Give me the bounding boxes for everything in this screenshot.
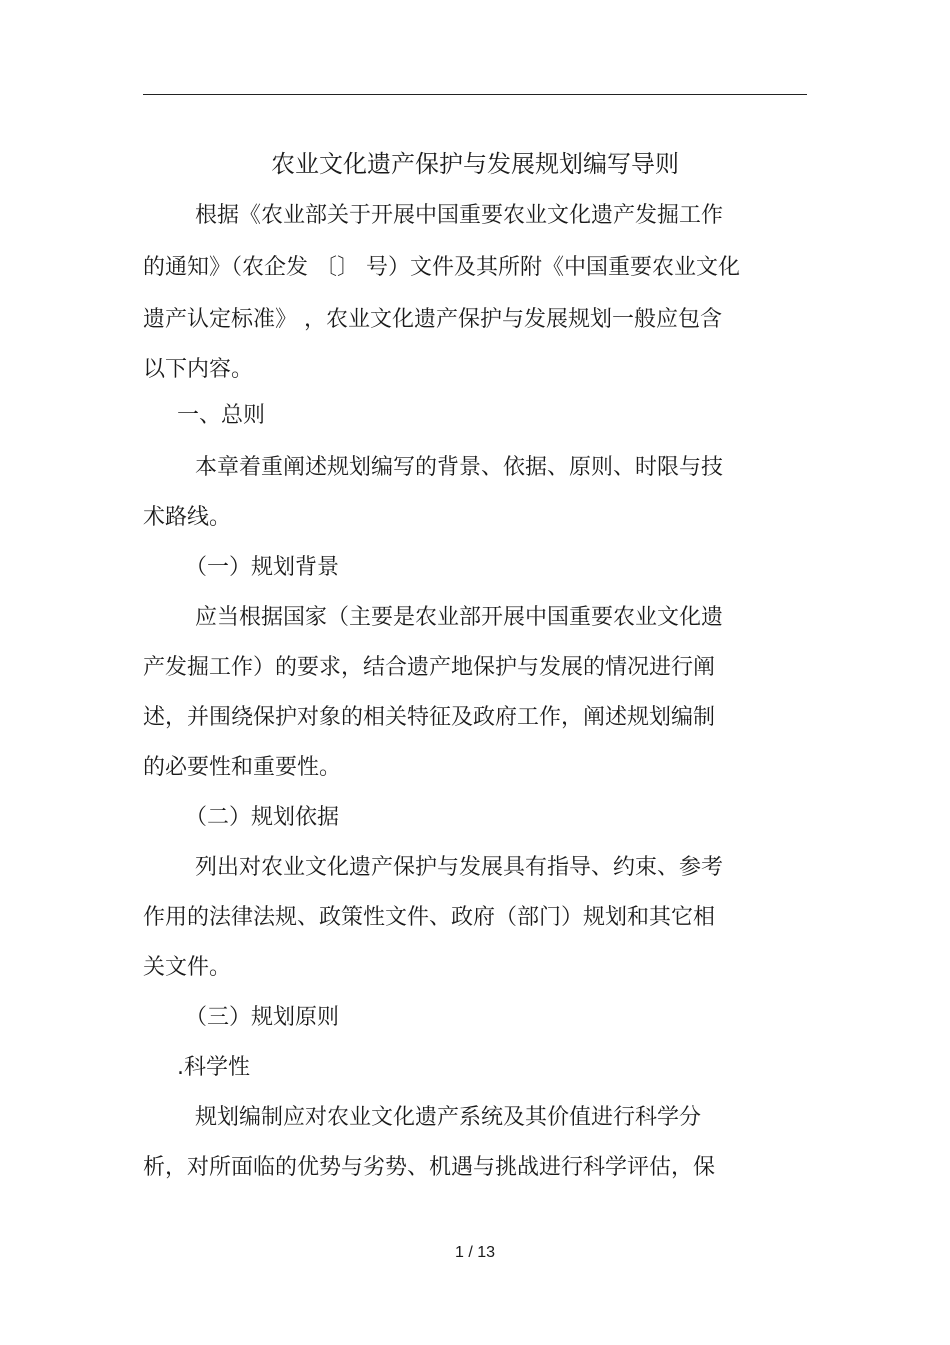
- text-line: 析，对所面临的优势与劣势、机遇与挑战进行科学评估，保: [143, 1155, 716, 1180]
- subsection-heading: （二）规划依据: [185, 805, 340, 830]
- text-line: 的必要性和重要性。: [143, 755, 342, 780]
- subsection-heading: （三）规划原则: [185, 1005, 340, 1030]
- text-line: 术路线。: [143, 505, 232, 530]
- text-line: 以下内容。: [143, 357, 254, 382]
- text-line: 的通知》（农企发 〔〕 号）文件及其所附《中国重要农业文化: [143, 255, 740, 280]
- item-heading: .科学性: [177, 1055, 250, 1080]
- subsection-heading: （一）规划背景: [185, 555, 340, 580]
- text-line: 列出对农业文化遗产保护与发展具有指导、约束、参考: [195, 855, 724, 880]
- document-title: 农业文化遗产保护与发展规划编写导则: [271, 150, 679, 178]
- text-line: 根据《农业部关于开展中国重要农业文化遗产发掘工作: [195, 203, 724, 228]
- text-line: 产发掘工作）的要求，结合遗产地保护与发展的情况进行阐: [143, 655, 716, 680]
- text-line: 述，并围绕保护对象的相关特征及政府工作，阐述规划编制: [143, 705, 716, 730]
- section-heading: 一、总则: [177, 403, 266, 428]
- text-line: 关文件。: [143, 955, 232, 980]
- page-number: 1 / 13: [454, 1244, 496, 1261]
- text-line: 规划编制应对农业文化遗产系统及其价值进行科学分: [195, 1105, 702, 1130]
- text-line: 作用的法律法规、政策性文件、政府（部门）规划和其它相: [143, 905, 716, 930]
- text-line: 本章着重阐述规划编写的背景、依据、原则、时限与技: [195, 455, 724, 480]
- text-line: 遗产认定标准》 ，农业文化遗产保护与发展规划一般应包含: [143, 307, 722, 332]
- text-line: 应当根据国家（主要是农业部开展中国重要农业文化遗: [195, 605, 724, 630]
- header-rule: [143, 94, 807, 95]
